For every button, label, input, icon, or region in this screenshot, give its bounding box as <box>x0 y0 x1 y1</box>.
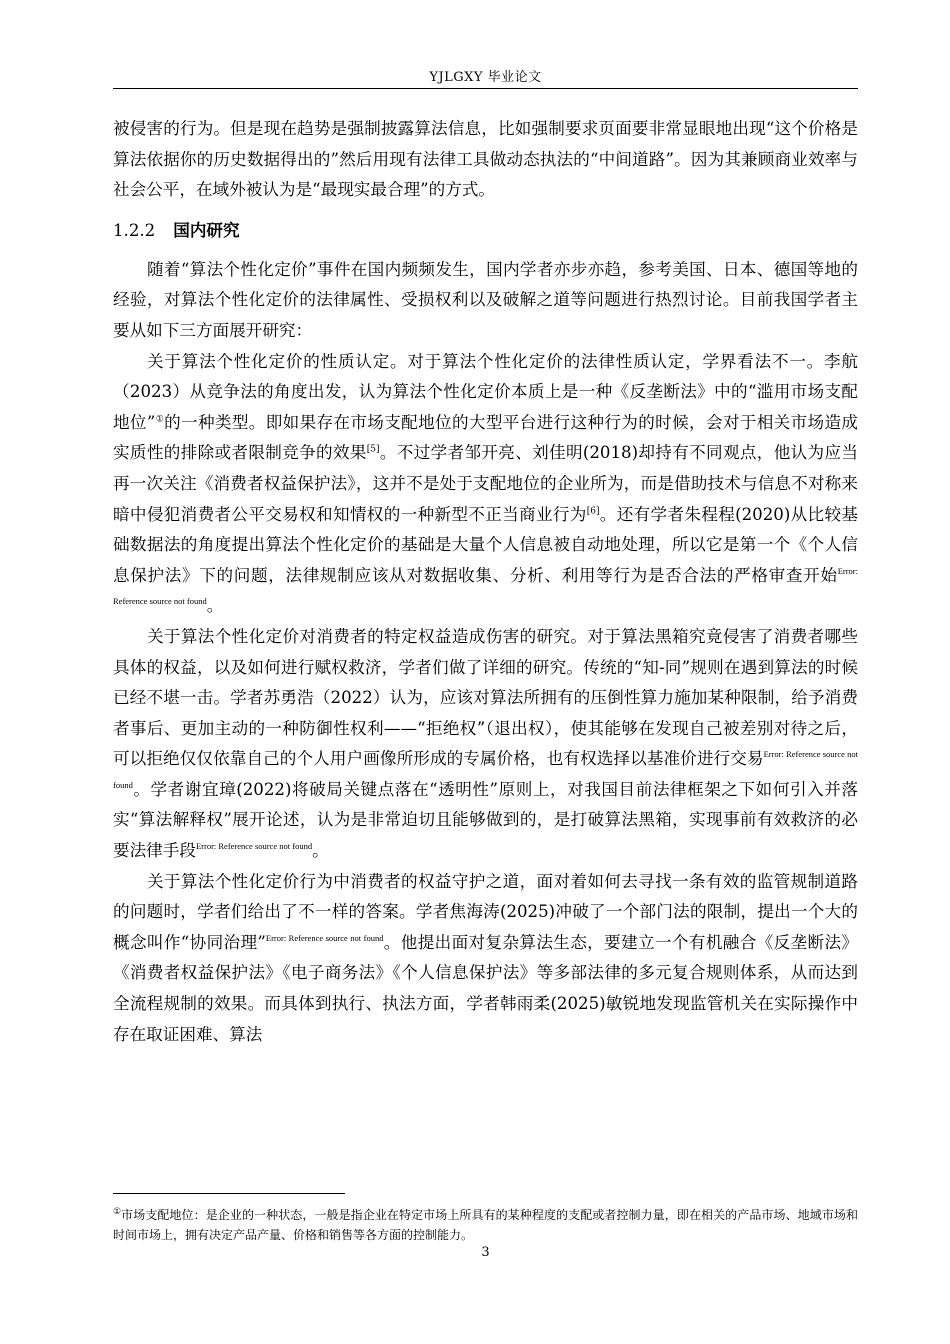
page-header: YJLGXY 毕业论文 <box>429 70 542 85</box>
paragraph-text: 关于算法个性化定价行为中消费者的权益守护之道，面对着如何去寻找一条有效的监管规制道路的问题时，学者们给出了不一样的答案。学者焦海涛(2025)冲破了一个部门法的限制，提出一个大的概念叫作“协同治理” <box>113 871 858 952</box>
paragraph-text: 关于算法个性化定价的性质认定。对于算法个性化定价的法律性质认定，学界看法不一。李航（2023）从竞争法的角度出发，认为算法个性化定价本质上是一种《反垄断法》中的“滥用市场支配地位” <box>113 351 858 432</box>
reference-error: Error: Reference source not found <box>265 932 384 943</box>
footnote-rule <box>113 1193 345 1194</box>
body-text <box>113 114 858 1050</box>
section-title: 国内研究 <box>173 219 240 240</box>
footnote-marker[interactable]: ① <box>155 414 165 425</box>
footnote-text: 市场支配地位：是企业的一种状态，一般是指企业在特定市场上所具有的某种程度的支配或者控制力量，即在相关的产品市场、地域市场和时间市场上，拥有决定产品产量、价格和销售等各方面的控制能力。 <box>113 1208 858 1242</box>
reference-error: Error: Reference source not found <box>113 749 859 790</box>
paragraph-text: 。 <box>206 596 224 616</box>
paragraph-text: 。还有学者朱程程(2020)从比较基础数据法的角度提出算法个性化定价的基础是大量个人信息被自动地处理，所以它是第一个《个人信息保护法》下的问题，法律规制应该从对数据收集、分析、利用等行为是否合法的严格审查开始 <box>113 504 858 585</box>
citation-ref-5[interactable]: [5] <box>366 444 380 455</box>
paragraph-text: 。不过学者邹开亮、刘佳明(2018)却持有不同观点，他认为应当再一次关注《消费者权益保护法》，这并不是处于支配地位的企业所为，而是借助技术与信息不对称来暗中侵犯消费者公平交易权和知情权的一种新型不正当商业行为 <box>113 443 858 524</box>
paragraph-text: 的一种类型。即如果存在市场支配地位的大型平台进行这种行为的时候，会对于相关市场造成实质性的排除或者限制竞争的效果 <box>113 412 859 463</box>
paragraph-text: 关于算法个性化定价对消费者的特定权益造成伤害的研究。对于算法黑箱究竟侵害了消费者哪些具体的权益，以及如何进行赋权救济，学者们做了详细的研究。传统的“知-同”规则在遇到算法的时候已经不堪一击。学者苏勇浩（2022）认为，应该对算法所拥有的压倒性算力施加某种限制，给予消费者事后、更加主动的一种防御性权利——“拒绝权”（退出权），使其能够在发现自己被差别对待之后，可以拒绝仅仅依靠自己的个人用户画像所形成的专属价格，也有权选择以基准价进行交易 <box>113 626 858 769</box>
section-number: 1.2.2 <box>113 220 156 240</box>
paragraph-regulation <box>113 867 858 1051</box>
citation-ref-6[interactable]: [6] <box>586 506 600 516</box>
paragraph-text: 被侵害的行为。但是现在趋势是强制披露算法信息，比如强制要求页面要非常显眼地出现“这个价格是算法依据你的历史数据得出的”然后用现有法律工具做动态执法的“中间道路”。因为其兼顾商业效率与社会公平，在域外被认为是“最现实最合理”的方式。 <box>113 119 858 200</box>
footnote-mark: ① <box>113 1207 122 1217</box>
paragraph-text: 。 <box>312 841 329 861</box>
footnote <box>113 1205 858 1245</box>
paragraph-text: 。他提出面对复杂算法生态，要建立一个有机融合《反垄断法》《消费者权益保护法》《电子商务法》《个人信息保护法》等多部法律的多元复合规则体系，从而达到全流程规制的效果。而具体到执行、执法方面，学者韩雨柔(2025)敏锐地发现监管机关在实际操作中存在取证困难、算法 <box>113 932 859 1044</box>
reference-error: Error: Reference source not found <box>195 841 313 852</box>
reference-error: Error: Reference source not found <box>113 565 858 607</box>
section-heading <box>113 215 858 246</box>
paragraph-continued <box>113 114 858 206</box>
header-rule <box>113 88 858 89</box>
paragraph-nature <box>113 347 858 622</box>
paragraph-text: 随着“算法个性化定价”事件在国内频频发生，国内学者亦步亦趋，参考美国、日本、德国等地的经验，对算法个性化定价的法律属性、受损权利以及破解之道等问题进行热烈讨论。目前我国学者主要从如下三方面展开研究： <box>113 259 858 340</box>
page-number: 3 <box>481 1245 490 1260</box>
paragraph-rights <box>113 622 858 867</box>
paragraph-text: 。学者谢宜璋(2022)将破局关键点落在“透明性”原则上，对我国目前法律框架之下如何引入并落实“算法解释权”展开论述，认为是非常迫切且能够做到的，是打破算法黑箱，实现事前有效救济的必要法律手段 <box>113 779 858 861</box>
paragraph-intro <box>113 255 858 347</box>
